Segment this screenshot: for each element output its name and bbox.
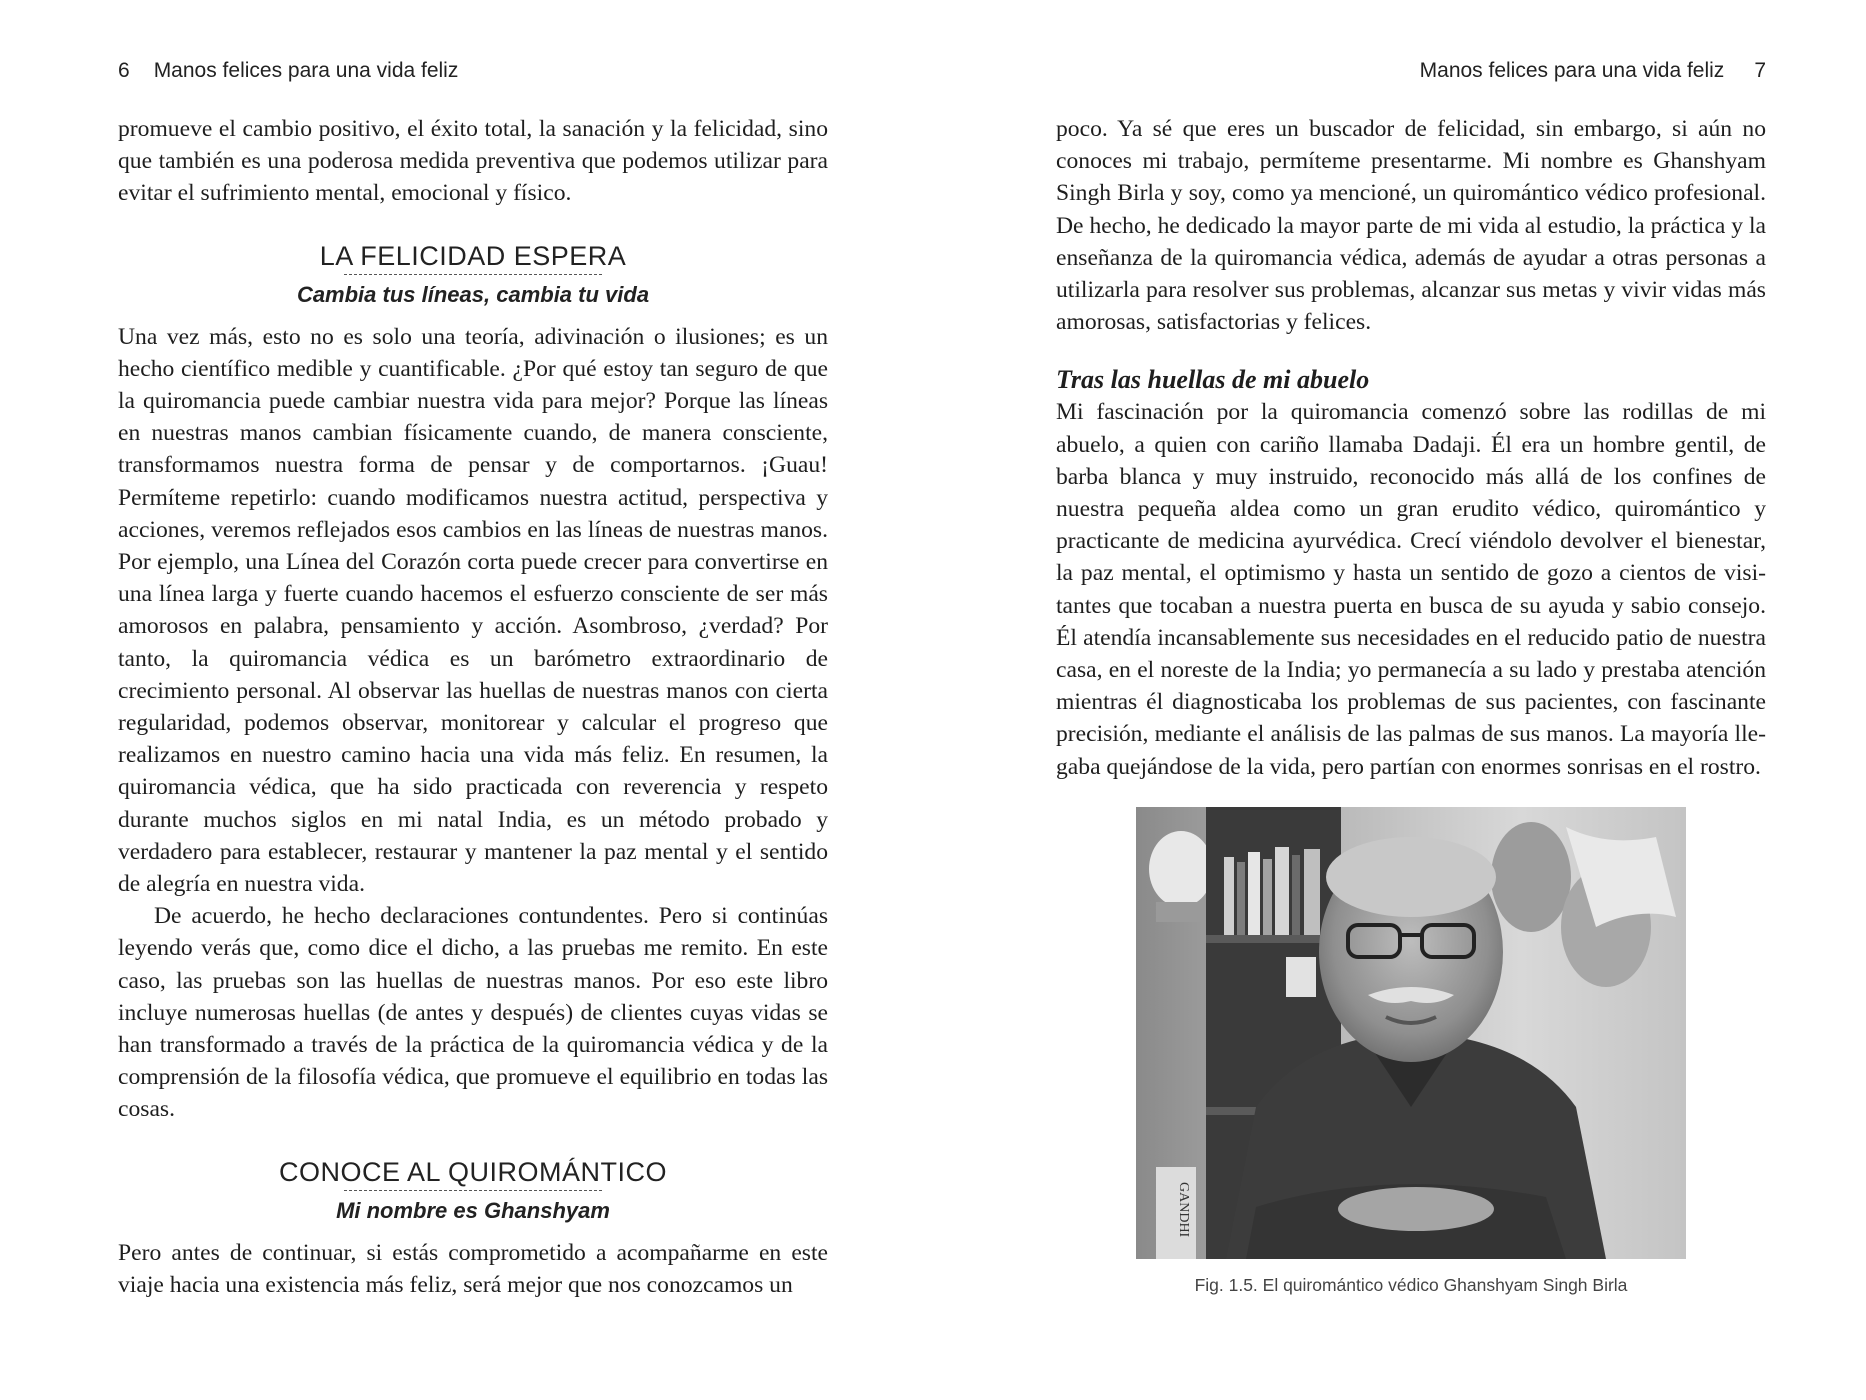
book-spine-text: GANDHI <box>1176 1181 1191 1238</box>
right-page <box>1056 0 1766 1400</box>
paragraph: poco. Ya sé que eres un buscador de felicidad, sin embargo, si aún no conoces mi trabajo, permíteme presentarme. Mi nombre es Ghanshyam Singh Birla y soy, como ya mencioné, un quiromántico védico profesional. De hecho, he dedicado la mayor parte de mi vida al estudio, la práctica y la enseñanza de la quiromancia védica, además de ayudar a otras personas a utilizarla para resolver sus problemas, alcanzar sus metas y vivir vidas más amorosas, satisfactorias y felices. <box>1056 116 1766 336</box>
section-divider <box>344 1190 602 1191</box>
running-header-left <box>118 56 828 86</box>
figure-caption: Fig. 1.5. El quiromántico védico Ghanshyam Singh Birla <box>1194 1274 1628 1295</box>
running-title: Manos felices para una vida feliz <box>1419 59 1725 82</box>
paragraph: De acuerdo, he hecho declaraciones contundentes. Pero si continúas leyendo verás que, como dice el dicho, a las pruebas me remito. En este caso, las pruebas son las huellas de nuestras manos. Por eso este libro incluye numerosas huellas (de antes y después) de clientes cuyas vidas se han transformado a través de la práctica de la quiromancia védica y de la comprensión de la filosofía védica, que promueve el equilibrio en todas las cosas. <box>118 903 828 1123</box>
running-header-right <box>1056 56 1766 86</box>
paragraph: Mi fascinación por la quiromancia comenzó sobre las rodillas de mi abuelo, a quien con cariño llamaba Dadaji. Él era un hombre gentil, de barba blanca y muy instruido, reconocido más allá de los confines de nuestra pequeña aldea como un gran erudito védico, quiromántico y practicante de medicina ayurvédica. Crecí viéndolo devolver el bienestar, la paz mental, el optimismo y hasta un sentido de gozo a cientos de visitantes que tocaban a nuestra puerta en busca de su ayuda y sabio consejo. Él atendía incansablemente sus necesidades en el reducido patio de nuestra casa, en el noreste de la India; yo permanecía a su lado y prestaba atención mientras él diagnosticaba los problemas de sus pacientes, con fascinante precisión, mediante el análisis de las palmas de sus manos. La mayoría llegaba quejándose de la vida, pero partían con enormes sonrisas en el rostro. <box>1056 399 1766 780</box>
left-page-body <box>118 113 828 1301</box>
paragraph: Una vez más, esto no es solo una teoría, adivinación o ilusiones; es un hecho científico medible y cuantificable. ¿Por qué estoy tan seguro de que la quiromancia puede cambiar nuestra vida para mejor? Porque las líneas en nuestras manos cambian físicamente cuando, de manera consciente, transformamos nuestra forma de pensar y de comportarnos. ¡Guau! Permíteme repetirlo: cuando modificamos nuestra actitud, perspectiva y acciones, veremos reflejados esos cambios en las líneas de nuestras manos. Por ejemplo, una Línea del Corazón corta puede crecer para convertirse en una línea larga y fuerte cuando hacemos el esfuerzo consciente de ser más amorosos en palabra, pensamiento y acción. Asombroso, ¿verdad? Por tanto, la quiromancia védica es un barómetro extraordinario de crecimiento personal. Al observar las huellas de nuestras manos con cierta regularidad, podemos observar, monitorear y calcular el progreso que realizamos en nuestro camino hacia una vida más feliz. En resumen, la quiromancia védica, que ha sido practicada con reverencia y respeto durante muchos siglos en mi natal India, es un método probado y verdadero para establecer, restaurar y mantener la paz mental y el sentido de alegría en nuestra vida. <box>118 323 828 898</box>
paragraph: Pero antes de continuar, si estás comprometido a acompañarme en este viaje hacia una existencia más feliz, será mejor que nos conozcamos un <box>118 1239 828 1298</box>
section-subtitle-quiromantico: Mi nombre es Ghanshyam <box>336 1197 610 1223</box>
paragraph-intro: promueve el cambio positivo, el éxito total, la sanación y la felicidad, sino que también es una poderosa medida preventiva que podemos utilizar para evitar el sufrimiento mental, emocional y físico. <box>118 116 828 207</box>
page-number: 6 <box>118 59 130 82</box>
page-number: 7 <box>1754 59 1766 82</box>
section-divider <box>344 274 602 275</box>
portrait-photo <box>1136 807 1686 1259</box>
right-page-body <box>1056 113 1766 1296</box>
left-page <box>118 0 828 1400</box>
subheading: Tras las huellas de mi abuelo <box>1056 365 1370 395</box>
section-subtitle-felicidad: Cambia tus líneas, cambia tu vida <box>296 281 650 307</box>
section-title-felicidad: LA FELICIDAD ESPERA <box>319 240 627 271</box>
running-title: Manos felices para una vida feliz <box>153 59 459 82</box>
section-title-quiromantico: CONOCE AL QUIROMÁNTICO <box>278 1156 668 1187</box>
